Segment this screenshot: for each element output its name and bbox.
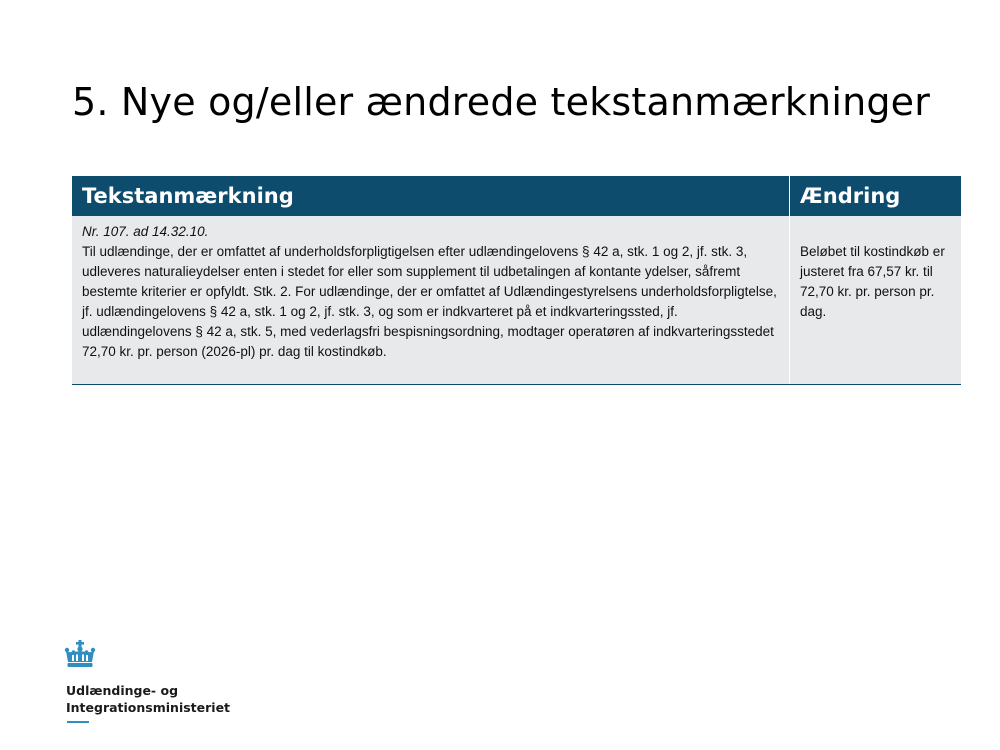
slide-title: 5. Nye og/eller ændrede tekstanmærkninger bbox=[72, 80, 931, 124]
table-header-row bbox=[72, 176, 961, 216]
note-text: Til udlændinge, der er omfattet af underholdsforpligtigelsen efter udlændingelovens § 42 a, stk. 1 og 2, jf. stk. 3, udleveres naturalieydelser enten i stedet for eller som supplement til udbetalingen af kontante ydelser, såfremt bestemte kriterier er opfyldt. Stk. 2. For udlændinge, der er omfattet af Udlændingestyrelsens underholdsforpligtelse, jf. udlændingelovens § 42 a, stk. 1 og 2, jf. stk. 3, og som er indkvarteret på et indkvarteringssted, jf. udlændingelovens § 42 a, stk. 5, med vederlagsfri bespisningsordning, modtager operatøren af indkvarteringsstedet 72,70 kr. pr. person (2026-pl) pr. dag til kostindkøb. bbox=[82, 244, 777, 359]
header-note: Tekstanmærkning bbox=[72, 176, 790, 216]
note-reference: Nr. 107. ad 14.32.10. bbox=[82, 224, 209, 239]
note-cell bbox=[72, 216, 790, 385]
header-change: Ændring bbox=[790, 176, 962, 216]
ministry-logo bbox=[63, 640, 97, 675]
annotation-table bbox=[72, 176, 961, 385]
ministry-name-line1: Udlændinge- og bbox=[66, 683, 179, 698]
logo-underline bbox=[67, 721, 89, 723]
change-cell bbox=[790, 216, 962, 385]
change-text: Beløbet til kostindkøb er justeret fra 67,57 kr. til 72,70 kr. pr. person pr. dag. bbox=[800, 244, 945, 319]
ministry-name bbox=[66, 682, 230, 716]
table-row bbox=[72, 216, 961, 385]
ministry-name-line2: Integrationsministeriet bbox=[66, 700, 231, 715]
crown-icon bbox=[63, 640, 97, 670]
